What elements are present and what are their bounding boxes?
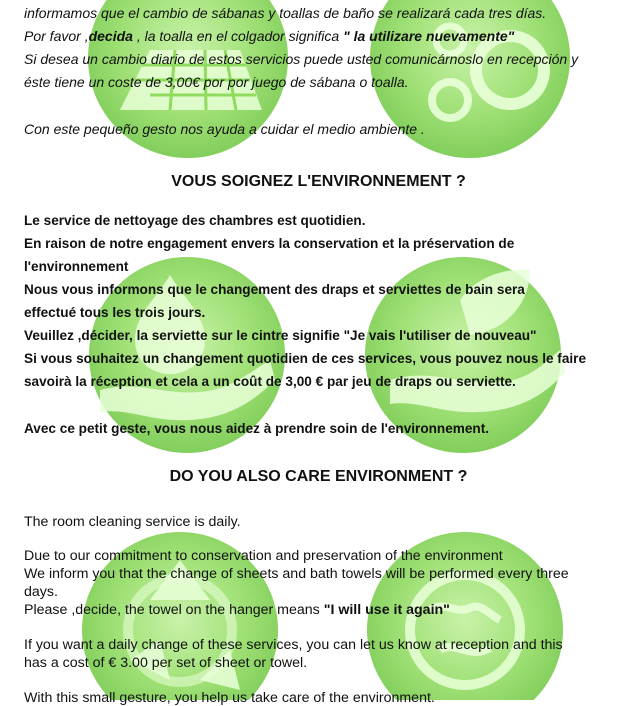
es-line-3: Si desea un cambio diario de estos servicios puede usted comunicárnoslo en recepción y — [24, 51, 579, 67]
fr-line-1: Le service de nettoyage des chambres est quotidien. — [24, 213, 366, 228]
en-line-4: days. — [24, 584, 58, 600]
en-line-6: If you want a daily change of these services, you can let us know at reception and this — [24, 637, 563, 653]
en-heading: DO YOU ALSO CARE ENVIRONMENT ? — [169, 468, 468, 485]
fr-line-2: En raison de notre engagement envers la conservation et la préservation de — [24, 236, 515, 251]
fr-line-8: savoirà la réception et cela a un coût de 3,00 € par jeu de draps ou serviette. — [24, 374, 516, 389]
en-line-5-pre: Please ,decide, the towel on the hanger means — [24, 602, 324, 618]
en-line-2: Due to our commitment to conservation and preservation of the environment — [24, 548, 503, 564]
en-line-7: has a cost of € 3.00 per set of sheet or towel. — [24, 655, 308, 671]
es-line-2 — [24, 28, 514, 44]
en-line-5-bold: "I will use it again" — [323, 602, 450, 618]
fr-heading: VOUS SOIGNEZ L'ENVIRONNEMENT ? — [171, 173, 466, 190]
es-line-5: Con este pequeño gesto nos ayuda a cuidar el medio ambiente . — [24, 121, 425, 137]
es-line-4: éste tiene un coste de 3,00€ por por juego de sábana o toalla. — [24, 74, 409, 90]
en-line-1: The room cleaning service is daily. — [24, 514, 241, 530]
es-line-2-pre: Por favor , — [24, 28, 89, 44]
en-line-3: We inform you that the change of sheets and bath towels will be performed every three — [24, 566, 569, 582]
fr-line-4: Nous vous informons que le changement des draps et serviettes de bain sera — [24, 282, 525, 297]
es-line-2-quote: " la utilizare nuevamente" — [343, 28, 515, 44]
fr-line-3: l'environnement — [24, 259, 129, 274]
fr-line-6: Veuillez ,décider, la serviette sur le cintre signifie "Je vais l'utiliser de nouveau" — [24, 328, 537, 343]
es-line-2-mid: , la toalla en el colgador significa — [132, 28, 344, 44]
es-line-1: informamos que el cambio de sábanas y toallas de baño se realizará cada tres días. — [24, 5, 547, 21]
fr-line-5: effectué tous les trois jours. — [24, 305, 206, 320]
es-line-2-bold: decida — [88, 28, 133, 44]
en-line-5 — [24, 602, 450, 618]
en-line-8: With this small gesture, you help us take care of the environment. — [24, 690, 435, 706]
fr-line-7: Si vous souhaitez un changement quotidien de ces services, vous pouvez nous le faire — [24, 351, 587, 366]
fr-line-9: Avec ce petit geste, vous nous aidez à prendre soin de l'environnement. — [24, 421, 490, 436]
